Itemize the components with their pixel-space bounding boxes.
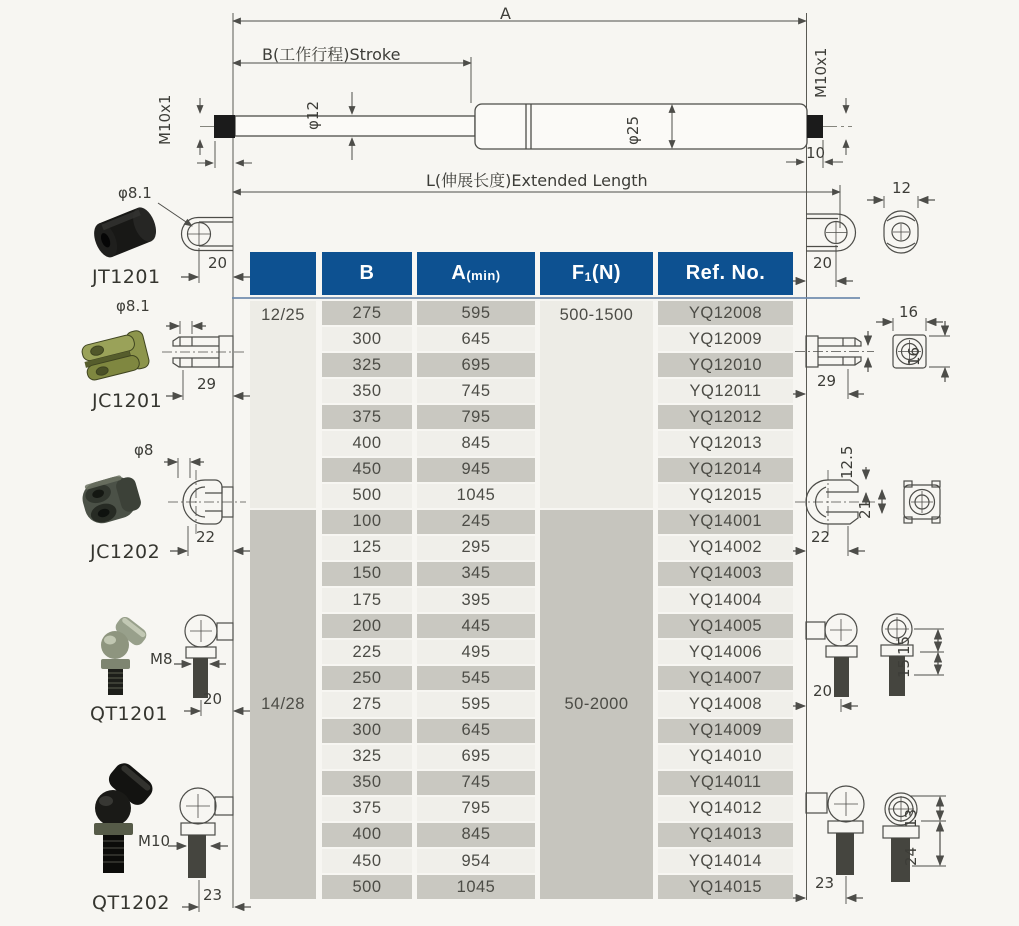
thread-left-label: M10x1 [156, 94, 174, 145]
a-min-cell: 545 [417, 666, 535, 690]
force-range-cell: 50-2000 [540, 510, 653, 899]
ref-no-cell: YQ14002 [658, 536, 793, 560]
r-ballstud-dim-lower: 15 [895, 658, 913, 678]
ref-no-cell: YQ14010 [658, 745, 793, 769]
force-range-cell: 500-1500 [540, 301, 653, 508]
b-value-cell: 300 [322, 327, 412, 351]
header-group-cell [250, 252, 316, 295]
b-value-cell: 250 [322, 666, 412, 690]
ref-no-cell: YQ12015 [658, 484, 793, 508]
ref-no-cell: YQ14012 [658, 797, 793, 821]
header-f-main: F [571, 262, 585, 284]
b-value-cell: 200 [322, 614, 412, 638]
jt1201-name: JT1201 [92, 266, 161, 288]
b-value-cell: 325 [322, 353, 412, 377]
ref-no-cell: YQ14004 [658, 588, 793, 612]
b-value-cell: 500 [322, 875, 412, 899]
jt1201-photo [92, 200, 160, 269]
ref-no-cell: YQ12014 [658, 458, 793, 482]
left-thread-nut [214, 115, 235, 138]
ref-no-cell: YQ14006 [658, 640, 793, 664]
r-balljoint-dim-lower: 24 [902, 846, 920, 866]
qt1201-len-label: 20 [203, 690, 223, 708]
a-min-cell: 645 [417, 719, 535, 743]
thread-right-label: M10x1 [812, 47, 830, 98]
b-value-cell: 450 [322, 458, 412, 482]
r-clevis1-front-width: 16 [899, 303, 919, 321]
ref-no-cell: YQ12011 [658, 379, 793, 403]
spec-grid [250, 301, 793, 899]
qt1202-name: QT1202 [92, 892, 170, 914]
a-min-cell: 845 [417, 431, 535, 455]
ref-no-cell: YQ12009 [658, 327, 793, 351]
a-min-cell: 954 [417, 849, 535, 873]
thread-len-right-label: 10 [806, 144, 826, 162]
spec-table-header [250, 252, 793, 295]
group-size-cell: 14/28 [250, 510, 316, 899]
jc1202-name: JC1202 [90, 541, 161, 563]
a-min-cell: 645 [417, 327, 535, 351]
header-a-main: A [451, 262, 467, 284]
dim-b-stroke-label: B(工作行程)Stroke [262, 45, 401, 64]
dim-a-label: A [500, 4, 511, 23]
b-value-cell: 350 [322, 771, 412, 795]
b-value-cell: 275 [322, 301, 412, 325]
r-ballstud-dim-upper: 15 [895, 635, 913, 655]
r-eyelet-front-width: 12 [892, 179, 912, 197]
ref-no-cell: YQ12012 [658, 405, 793, 429]
right-balljoint-views [789, 786, 946, 904]
r-balljoint-len: 23 [815, 874, 835, 892]
header-ref-cell: Ref. No. [658, 252, 793, 295]
b-value-cell: 150 [322, 562, 412, 586]
header-f-sub: 1 [584, 270, 592, 284]
jc1201-len-label: 29 [197, 375, 217, 393]
b-value-cell: 450 [322, 849, 412, 873]
a-min-cell: 495 [417, 640, 535, 664]
b-value-cell: 300 [322, 719, 412, 743]
header-a-sub: (min) [466, 268, 501, 283]
qt1202-len-label: 23 [203, 886, 223, 904]
a-min-cell: 745 [417, 379, 535, 403]
spec-table [250, 252, 793, 899]
a-min-cell: 345 [417, 562, 535, 586]
a-min-cell: 795 [417, 797, 535, 821]
jc1202-photo [76, 466, 150, 543]
ref-no-cell: YQ12010 [658, 353, 793, 377]
b-value-cell: 225 [322, 640, 412, 664]
b-value-cell: 400 [322, 431, 412, 455]
right-eyelet-views [789, 196, 935, 287]
b-value-cell: 400 [322, 823, 412, 847]
header-f-cell [540, 252, 653, 295]
ref-no-cell: YQ12008 [658, 301, 793, 325]
a-min-cell: 395 [417, 588, 535, 612]
ref-no-cell: YQ14013 [658, 823, 793, 847]
ref-no-cell: YQ14014 [658, 849, 793, 873]
qt1201-thread-label: M8 [150, 650, 173, 668]
ref-no-cell: YQ12013 [658, 431, 793, 455]
header-f-tail: (N) [591, 262, 622, 284]
r-clevis1-len: 29 [817, 372, 837, 390]
ref-no-cell: YQ14009 [658, 719, 793, 743]
r-balljoint-dim-upper: 13 [902, 808, 920, 828]
a-min-cell: 595 [417, 692, 535, 716]
qt1202-photo [82, 760, 160, 897]
r-ballstud-len: 20 [813, 682, 833, 700]
a-min-cell: 845 [417, 823, 535, 847]
b-value-cell: 125 [322, 536, 412, 560]
b-value-cell: 500 [322, 484, 412, 508]
a-min-cell: 295 [417, 536, 535, 560]
a-min-cell: 1045 [417, 875, 535, 899]
ref-no-cell: YQ14015 [658, 875, 793, 899]
ref-no-cell: YQ14008 [658, 692, 793, 716]
header-b-cell: B [322, 252, 412, 295]
tube-diameter-label: φ25 [624, 116, 642, 145]
b-value-cell: 175 [322, 588, 412, 612]
b-value-cell: 350 [322, 379, 412, 403]
b-value-cell: 375 [322, 797, 412, 821]
b-value-cell: 375 [322, 405, 412, 429]
r-clevis2-jaw-offset: 12.5 [838, 445, 856, 479]
a-min-cell: 445 [417, 614, 535, 638]
a-min-cell: 695 [417, 353, 535, 377]
r-eyelet-len: 20 [813, 254, 833, 272]
b-value-cell: 275 [322, 692, 412, 716]
a-min-cell: 245 [417, 510, 535, 534]
ref-no-cell: YQ14005 [658, 614, 793, 638]
r-clevis2-jaw-span: 21 [856, 499, 874, 519]
ref-no-cell: YQ14011 [658, 771, 793, 795]
b-value-cell: 325 [322, 745, 412, 769]
qt1202-thread-label: M10 [138, 832, 171, 850]
jt1201-side-view [158, 203, 251, 283]
b-value-cell: 100 [322, 510, 412, 534]
group-size-cell: 12/25 [250, 301, 316, 508]
header-a-cell [417, 252, 535, 295]
right-thread-nut [807, 115, 823, 138]
r-clevis2-len: 22 [811, 528, 831, 546]
qt1201-photo [92, 615, 154, 706]
ref-no-cell: YQ14003 [658, 562, 793, 586]
ref-no-cell: YQ14007 [658, 666, 793, 690]
dim-l-extended-label: L(伸展长度)Extended Length [426, 171, 648, 190]
right-clevis1-views [789, 318, 950, 399]
a-min-cell: 595 [417, 301, 535, 325]
jt1201-dia-label: φ8.1 [118, 184, 152, 202]
jt1201-len-label: 20 [208, 254, 228, 272]
gas-spring-body [200, 104, 852, 149]
jc1201-dia-label: φ8.1 [116, 297, 150, 315]
a-min-cell: 1045 [417, 484, 535, 508]
jc1201-photo [78, 325, 156, 392]
qt1201-name: QT1201 [90, 703, 168, 725]
a-min-cell: 945 [417, 458, 535, 482]
a-min-cell: 795 [417, 405, 535, 429]
ref-no-cell: YQ14001 [658, 510, 793, 534]
jc1201-name: JC1201 [92, 390, 163, 412]
r-clevis1-front-height: 16 [905, 346, 923, 366]
rod-diameter-label: φ12 [304, 101, 322, 130]
jc1202-dia-label: φ8 [134, 441, 154, 459]
jc1202-len-label: 22 [196, 528, 216, 546]
a-min-cell: 695 [417, 745, 535, 769]
a-min-cell: 745 [417, 771, 535, 795]
